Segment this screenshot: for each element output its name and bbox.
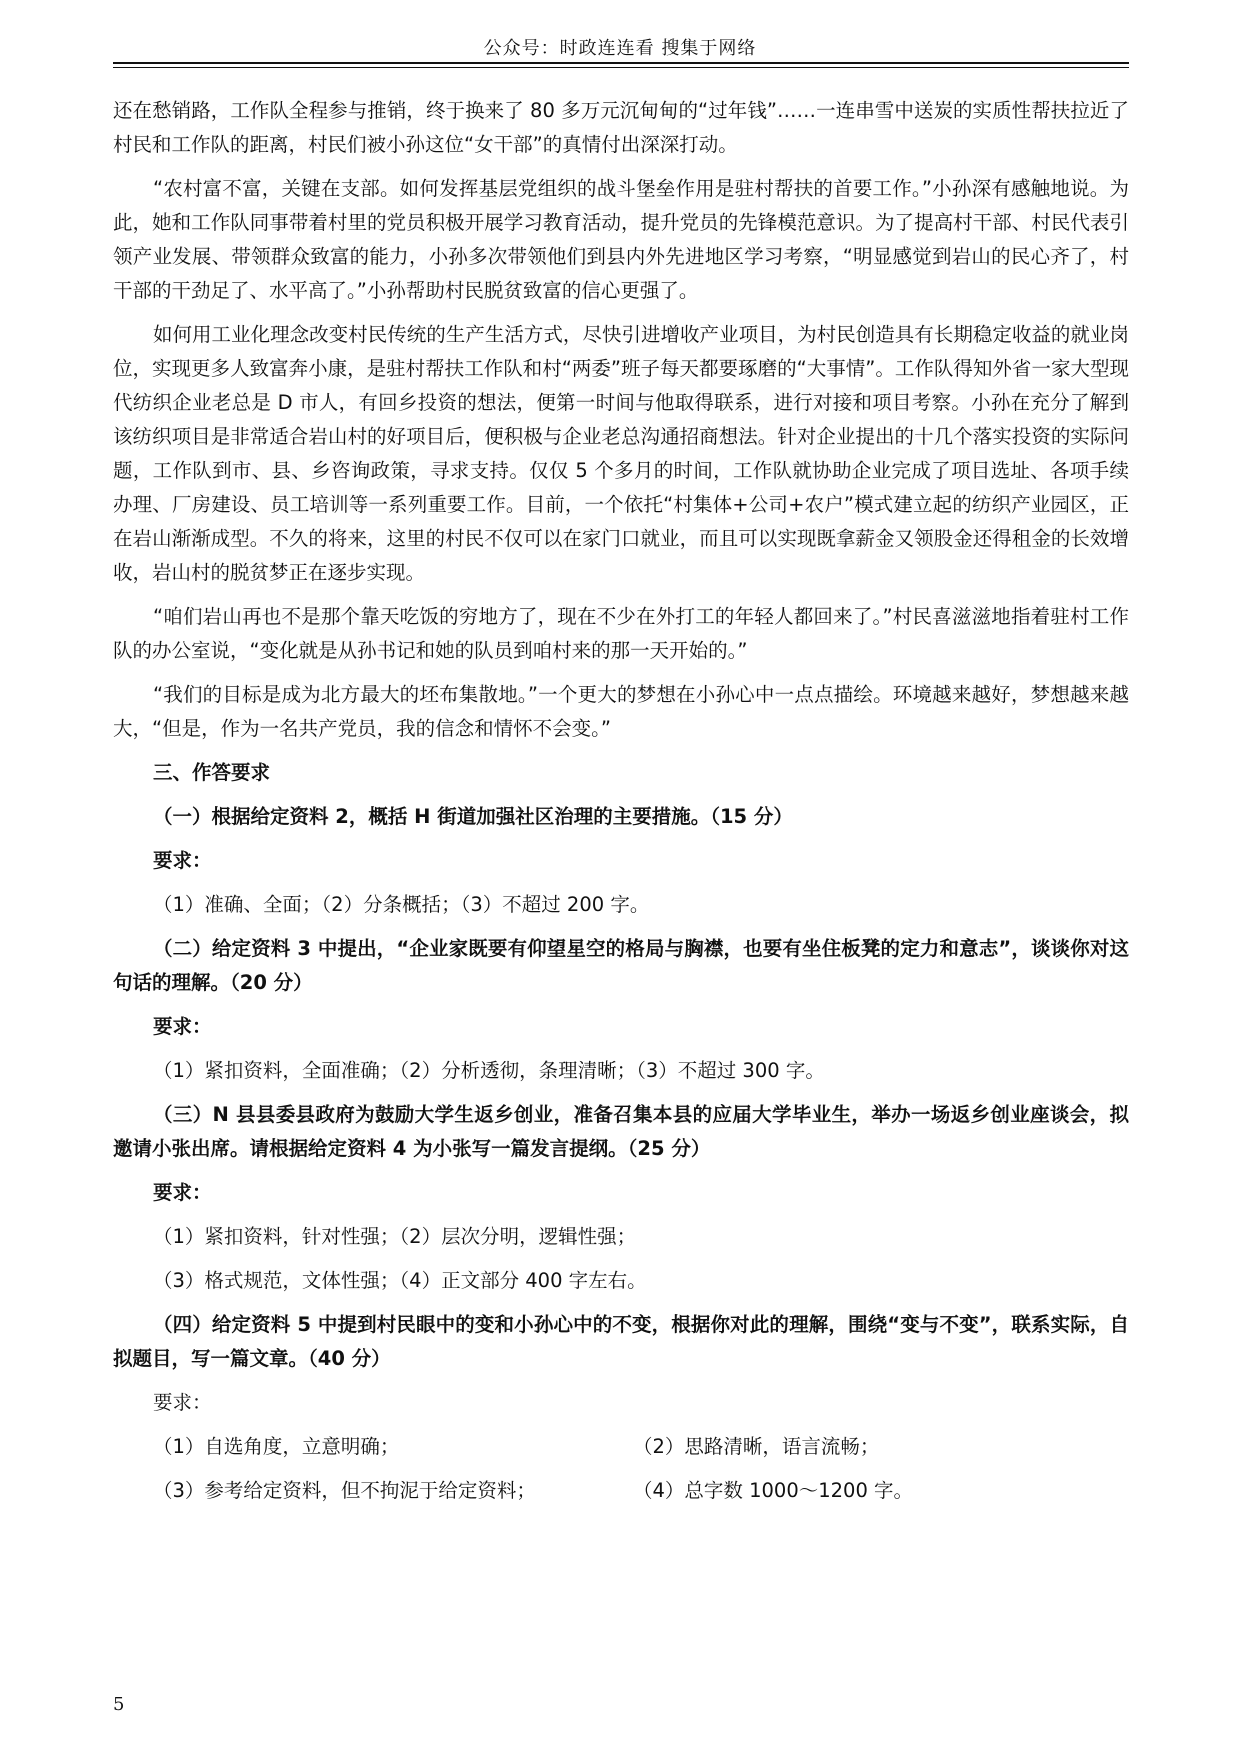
question-4-req-row-2 [113,1474,1129,1508]
header-rule-thin [113,67,1129,68]
document-body [113,94,1129,1518]
question-1-req-label: 要求： [152,849,212,872]
paragraph-1: 还在愁销路，工作队全程参与推销，终于换来了 80 多万元沉甸甸的“过年钱”……一连串雪中送炭的实质性帮扶拉近了村民和工作队的距离，村民们被小孙这位“女干部”的真情付出深深打动。 [113,99,1129,156]
question-4-req-2b: （4）总字数 1000～1200 字。 [633,1479,914,1502]
question-4-req-1b: （2）思路清晰，语言流畅； [633,1435,880,1458]
paragraph-4: “咱们岩山再也不是那个靠天吃饭的穷地方了，现在不少在外打工的年轻人都回来了。”村民喜滋滋地指着驻村工作队的办公室说，“变化就是从孙书记和她的队员到咱村来的那一天开始的。” [113,605,1129,662]
page-number: 5 [113,1694,125,1715]
question-1-title: （一）根据给定资料 2，概括 H 街道加强社区治理的主要措施。（15 分） [152,805,793,828]
question-2-req-1: （1）紧扣资料，全面准确；（2）分析透彻，条理清晰；（3）不超过 300 字。 [153,1059,825,1082]
page-header: 公众号：时政连连看 搜集于网络 [483,38,757,59]
section-title: 三、作答要求 [152,761,270,784]
question-3-req-2: （3）格式规范，文体性强；（4）正文部分 400 字左右。 [153,1269,647,1292]
question-4-req-2a: （3）参考给定资料，但不拘泥于给定资料； [153,1479,536,1502]
paragraph-5: “我们的目标是成为北方最大的坯布集散地。”一个更大的梦想在小孙心中一点点描绘。环境越来越好，梦想越来越大，“但是，作为一名共产党员，我的信念和情怀不会变。” [113,683,1129,740]
question-3-req-1: （1）紧扣资料，针对性强；（2）层次分明，逻辑性强； [153,1225,637,1248]
header-rule-thick [113,62,1129,64]
question-2-title: （二）给定资料 3 中提出，“企业家既要有仰望星空的格局与胸襟，也要有坐住板凳的定力和意志”，谈谈你对这句话的理解。（20 分） [113,937,1129,994]
question-4-req-row-1 [113,1430,1129,1464]
question-4-req-label: 要求： [152,1391,212,1414]
question-1-req-1: （1）准确、全面；（2）分条概括；（3）不超过 200 字。 [153,893,650,916]
question-2-req-label: 要求： [152,1015,212,1038]
question-4-title: （四）给定资料 5 中提到村民眼中的变和小孙心中的不变，根据你对此的理解，围绕“变与不变”，联系实际，自拟题目，写一篇文章。（40 分） [113,1313,1129,1370]
paragraph-3: 如何用工业化理念改变村民传统的生产生活方式，尽快引进增收产业项目，为村民创造具有长期稳定收益的就业岗位，实现更多人致富奔小康，是驻村帮扶工作队和村“两委”班子每天都要琢磨的“大事情”。工作队得知外省一家大型现代纺织企业老总是 D 市人，有回乡投资的想法，便第一时间与他取得联系，进行对接和项目考察。小孙在充分了解到该纺织项目是非常适合岩山村的好项目后，便积极与企业老总沟通招商想法。针对企业提出的十几个落实投资的实际问题，工作队到市、县、乡咨询政策，寻求支持。仅仅 5 个多月的时间，工作队就协助企业完成了项目选址、各项手续办理、厂房建设、员工培训等一系列重要工作。目前，一个依托“村集体+公司+农户”模式建立起的纺织产业园区，正在岩山渐渐成型。不久的将来，这里的村民不仅可以在家门口就业，而且可以实现既拿薪金又领股金还得租金的长效增收，岩山村的脱贫梦正在逐步实现。 [113,323,1129,584]
question-3-title: （三）N 县县委县政府为鼓励大学生返乡创业，准备召集本县的应届大学毕业生，举办一场返乡创业座谈会，拟邀请小张出席。请根据给定资料 4 为小张写一篇发言提纲。（25 分） [113,1103,1129,1160]
question-3-req-label: 要求： [152,1181,212,1204]
question-4-req-1a: （1）自选角度，立意明确； [153,1435,400,1458]
paragraph-2: “农村富不富，关键在支部。如何发挥基层党组织的战斗堡垒作用是驻村帮扶的首要工作。”小孙深有感触地说。为此，她和工作队同事带着村里的党员积极开展学习教育活动，提升党员的先锋模范意识。为了提高村干部、村民代表引领产业发展、带领群众致富的能力，小孙多次带领他们到县内外先进地区学习考察，“明显感觉到岩山的民心齐了，村干部的干劲足了、水平高了。”小孙帮助村民脱贫致富的信心更强了。 [113,177,1129,302]
